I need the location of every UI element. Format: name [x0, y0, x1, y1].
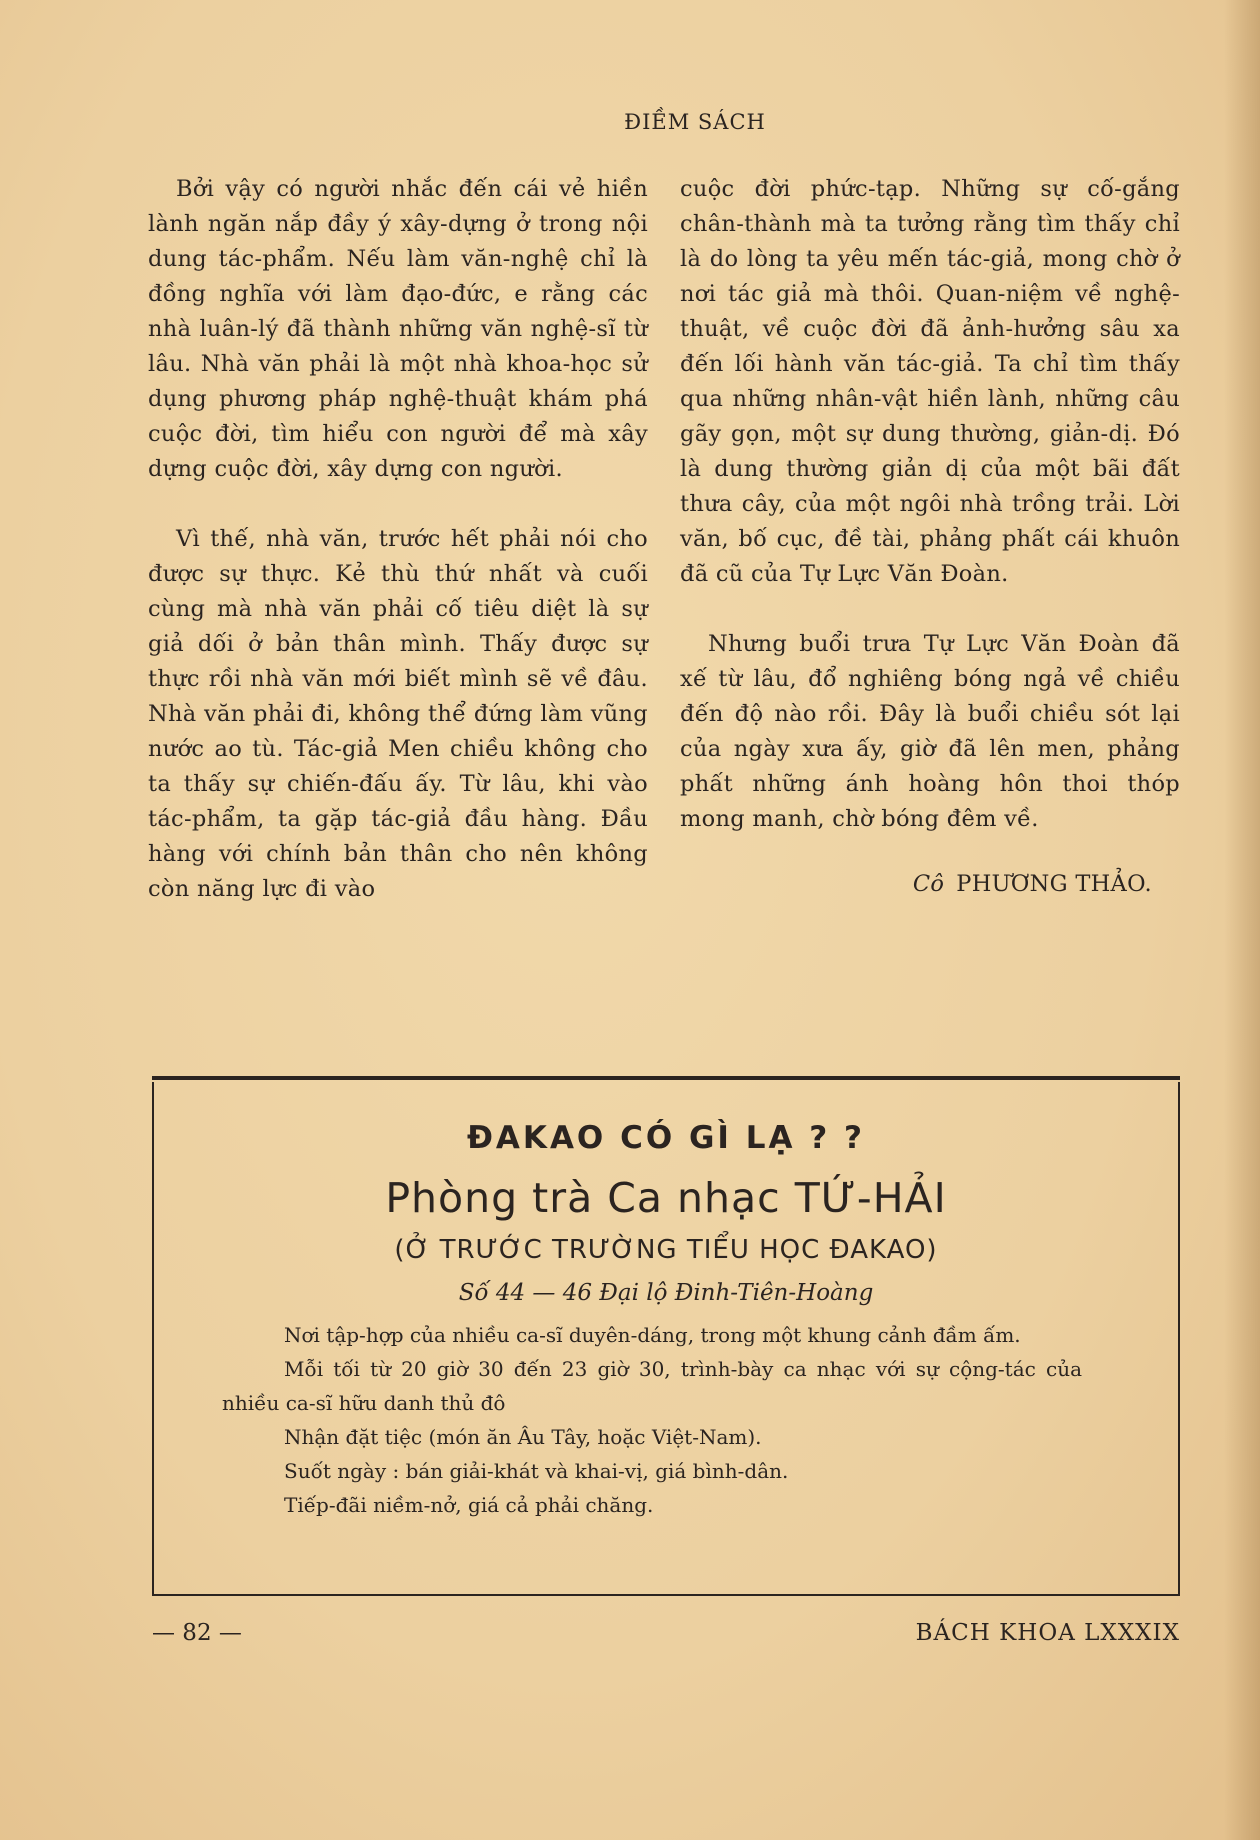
section-header: ĐIỀM SÁCH — [624, 110, 766, 134]
ad-line: Tiếp-đãi niềm-nở, giá cả phải chăng. — [284, 1493, 654, 1517]
ad-line: Suốt ngày : bán giải-khát và khai-vị, giá bình-dân. — [284, 1459, 789, 1483]
article-paragraph: Nhưng buổi trưa Tự Lực Văn Đoàn đã xế từ lâu, đổ nghiêng bóng ngả về chiều đến độ nào rồi. Đây là buổi chiều sót lại của ngày xưa ấy, giờ đã lên men, phảng phất những ánh hoàng hôn thoi thóp mong manh, chờ bóng đêm về. — [680, 631, 1180, 832]
article-paragraph: Vì thế, nhà văn, trước hết phải nói cho được sự thực. Kẻ thù thứ nhất và cuối cùng mà nhà văn phải cố tiêu diệt là sự giả dối ở bản thân mình. Thấy được sự thực rồi nhà văn mới biết mình sẽ về đâu. Nhà văn phải đi, không thể đứng làm vũng nước ao tù. Tác-giả Men chiều không cho ta thấy sự chiến-đấu ấy. Từ lâu, khi vào tác-phẩm, ta gặp tác-giả đầu hàng. Đầu hàng với chính bản thân cho nên không còn năng lực đi vào — [148, 526, 648, 902]
signature-name: PHƯƠNG THẢO. — [956, 871, 1152, 897]
ad-body — [222, 1318, 1082, 1522]
page-edge-shadow — [1224, 0, 1260, 1840]
ad-location: (Ở TRƯỚC TRƯỜNG TIỂU HỌC ĐAKAO) — [394, 1235, 938, 1265]
advertisement-box — [152, 1082, 1180, 1596]
article-signature — [680, 867, 1180, 902]
ad-address: Số 44 — 46 Đại lộ Đinh-Tiên-Hoàng — [458, 1280, 874, 1306]
article-right-column — [680, 172, 1180, 902]
page-number: — 82 — — [152, 1620, 242, 1646]
ad-line: Nhận đặt tiệc (món ăn Âu Tây, hoặc Việt-Nam). — [284, 1425, 762, 1449]
magazine-issue: BÁCH KHOA LXXXIX — [915, 1620, 1180, 1646]
signature-prefix: Cô — [912, 871, 945, 897]
article-paragraph: Bởi vậy có người nhắc đến cái vẻ hiền lành ngăn nắp đầy ý xây-dựng ở trong nội dung tác-phẩm. Nếu làm văn-nghệ chỉ là đồng nghĩa với làm đạo-đức, e rằng các nhà luân-lý đã thành những văn nghệ-sĩ từ lâu. Nhà văn phải là một nhà khoa-học sử dụng phương pháp nghệ-thuật khám phá cuộc đời, tìm hiểu con người để mà xây dựng cuộc đời, xây dựng con người. — [148, 176, 648, 482]
ad-title: ĐAKAO CÓ GÌ LẠ ? ? — [466, 1120, 866, 1156]
article-left-column — [148, 172, 648, 907]
ad-top-rule — [152, 1076, 1180, 1080]
ad-line: Nơi tập-hợp của nhiều ca-sĩ duyên-dáng, trong một khung cảnh đầm ấm. — [284, 1323, 1021, 1347]
ad-business-name: Phòng trà Ca nhạc TỨ-HẢI — [385, 1174, 947, 1222]
ad-line: Mỗi tối từ 20 giờ 30 đến 23 giờ 30, trình-bày ca nhạc với sự cộng-tác của nhiều ca-sĩ hữu danh thủ đô — [222, 1357, 1082, 1415]
article-paragraph: cuộc đời phức-tạp. Những sự cố-gắng chân-thành mà ta tưởng rằng tìm thấy chỉ là do lòng ta yêu mến tác-giả, mong chờ ở nơi tác giả mà thôi. Quan-niệm về nghệ-thuật, về cuộc đời đã ảnh-hưởng sâu xa đến lối hành văn tác-giả. Ta chỉ tìm thấy qua những nhân-vật hiền lành, những câu gãy gọn, một sự dung thường, giản-dị. Đó là dung thường giản dị của một bãi đất thưa cây, của một ngôi nhà trồng trải. Lời văn, bố cục, đề tài, phảng phất cái khuôn đã cũ của Tự Lực Văn Đoàn. — [680, 176, 1180, 587]
